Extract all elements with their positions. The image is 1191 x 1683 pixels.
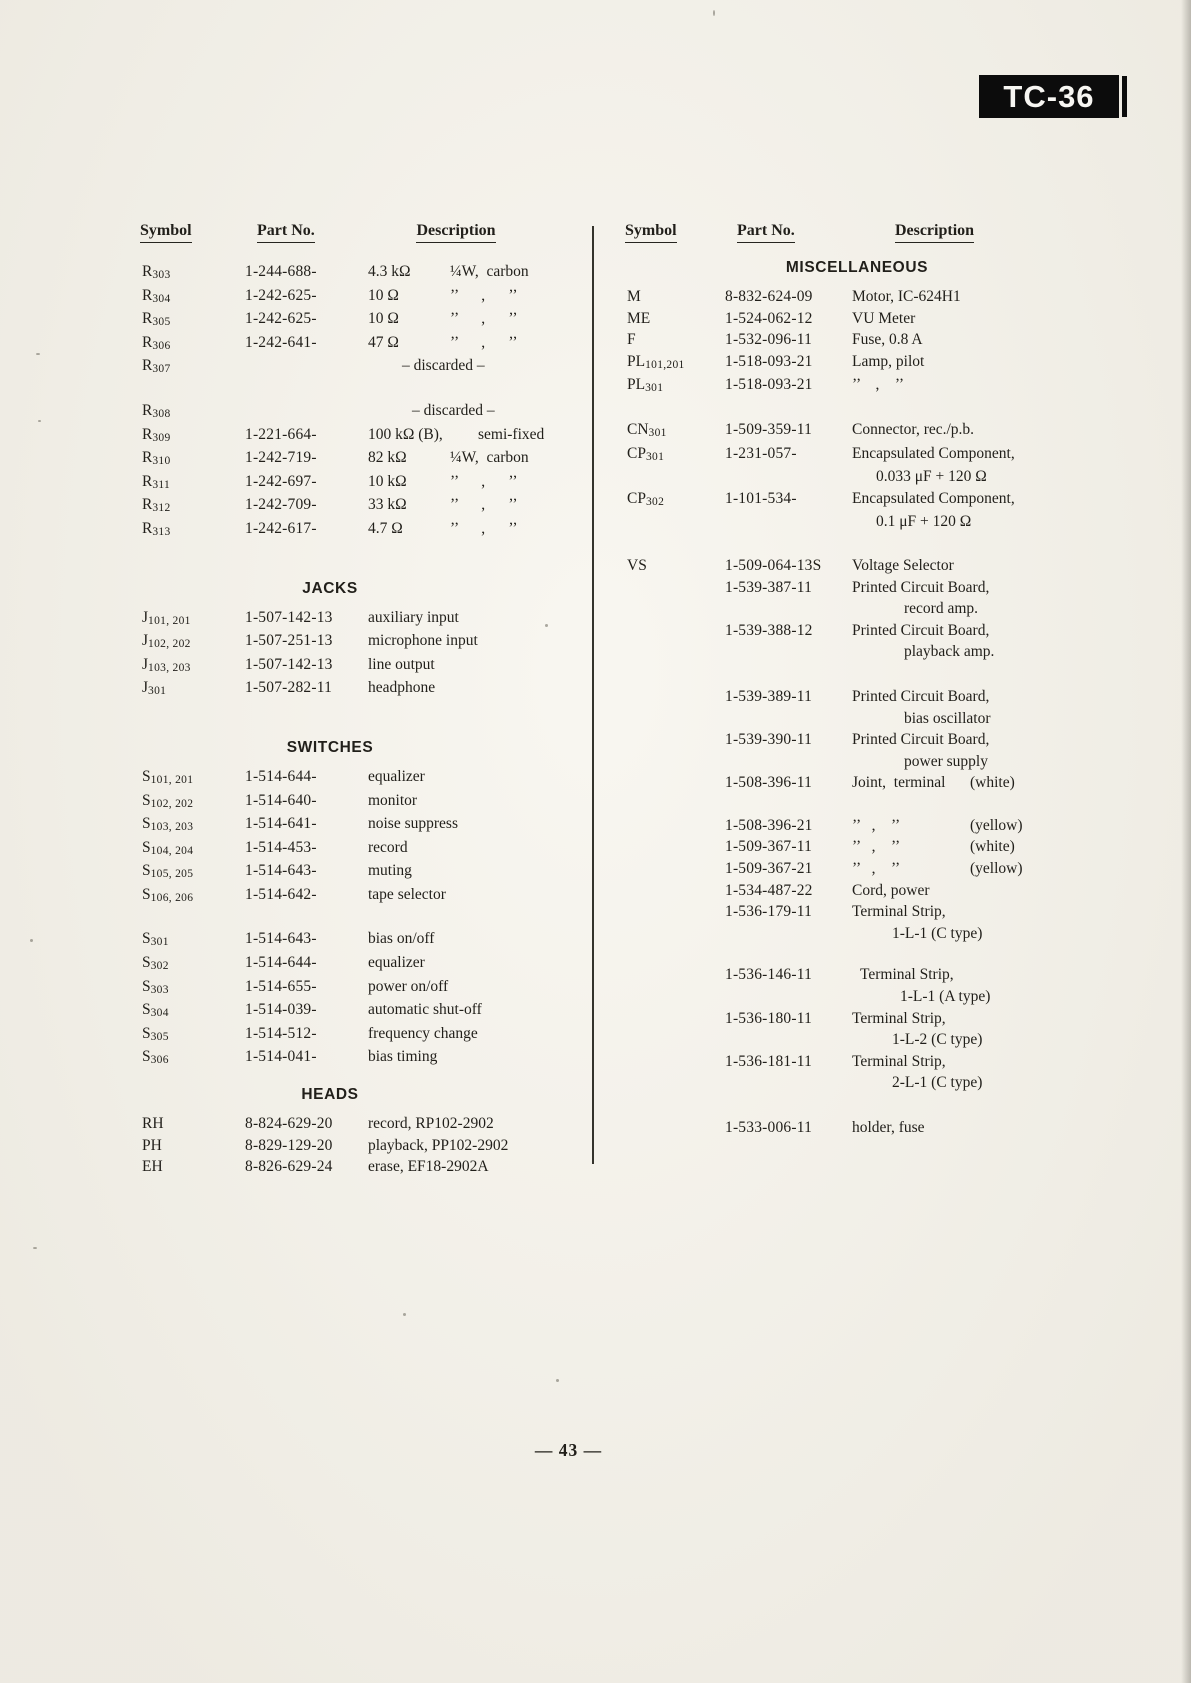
- parts-row: [625, 880, 1075, 902]
- part-number-cell: 1-539-388-12: [725, 621, 813, 639]
- symbol-cell: RH: [142, 1115, 164, 1133]
- symbol-cell: [625, 923, 725, 945]
- part-number-cell: 1-221-664-: [245, 425, 317, 443]
- part-number-cell: 1-514-643-: [245, 930, 317, 948]
- part-number-cell: [725, 708, 852, 730]
- description-note: ’’ , ’’: [450, 472, 518, 490]
- part-number-cell: 1-514-655-: [245, 977, 317, 995]
- parts-row: [625, 488, 1075, 512]
- header-symbol: Symbol: [625, 222, 725, 243]
- part-number-cell: 1-518-093-21: [725, 352, 813, 370]
- parts-row: [140, 285, 602, 309]
- part-number-cell: 1-514-644-: [245, 954, 317, 972]
- description-cell: bias oscillator: [904, 709, 991, 727]
- description-cell: Fuse, 0.8 A: [852, 331, 923, 349]
- description-cell: – discarded –: [412, 401, 495, 419]
- parts-row: [140, 999, 602, 1023]
- description-cell: Printed Circuit Board,: [852, 687, 990, 705]
- parts-row: [140, 400, 602, 424]
- symbol-cell: CP301: [627, 444, 665, 463]
- header-part-no: Part No.: [245, 222, 368, 243]
- description-note: ’’ , ’’: [450, 286, 518, 304]
- parts-column-right: [625, 222, 1075, 1139]
- description-cell: frequency change: [368, 1024, 478, 1042]
- parts-row: [140, 952, 602, 976]
- part-number-cell: 1-533-006-11: [725, 1119, 813, 1136]
- part-number-cell: [725, 1072, 852, 1094]
- symbol-cell: S103, 203: [142, 815, 194, 834]
- part-number-cell: [245, 355, 368, 379]
- description-cell: ’’ , ’’ (yellow): [852, 815, 1075, 837]
- symbol-cell: S302: [142, 954, 169, 973]
- symbol-cell: [625, 686, 725, 708]
- symbol-cell: [625, 836, 725, 858]
- symbol-cell: [625, 880, 725, 902]
- symbol-cell: ME: [627, 309, 651, 327]
- description-cell: Terminal Strip,: [852, 1009, 946, 1027]
- part-number-cell: [725, 1029, 852, 1051]
- part-number-cell: 1-509-064-13S: [725, 556, 822, 574]
- description-cell: Terminal Strip,: [852, 903, 946, 921]
- parts-row: [140, 677, 602, 701]
- parts-row: [140, 1023, 602, 1047]
- description-cell: monitor: [368, 791, 418, 809]
- description-cell: 10 Ω ’’ , ’’: [368, 308, 602, 332]
- symbol-cell: S101, 201: [142, 767, 194, 786]
- scan-speck: [545, 624, 548, 627]
- symbol-cell: [625, 815, 725, 837]
- symbol-cell: S304: [142, 1001, 169, 1020]
- description-cell: record amp.: [904, 600, 979, 618]
- parts-column-left: [140, 222, 602, 1178]
- part-number-cell: 1-536-146-11: [725, 966, 813, 984]
- description-cell: Encapsulated Component,: [852, 444, 1015, 462]
- parts-row: [625, 836, 1075, 858]
- parts-rows-left: [140, 261, 602, 1178]
- header-part-no: Part No.: [725, 222, 852, 243]
- description-cell: ’’ , ’’: [852, 376, 905, 394]
- part-number-cell: [725, 598, 852, 620]
- part-number-cell: 1-507-142-13: [245, 608, 333, 626]
- part-number-cell: 1-508-396-21: [725, 816, 813, 834]
- description-cell: Motor, IC-624H1: [852, 288, 961, 305]
- part-number-cell: 1-514-453-: [245, 838, 317, 856]
- description-cell: record: [368, 838, 408, 856]
- symbol-cell: J101, 201: [142, 608, 191, 627]
- description-cell: 2-L-1 (C type): [892, 1074, 983, 1092]
- parts-row: [625, 901, 1075, 923]
- parts-row: [140, 928, 602, 952]
- description-cell: 4.3 kΩ ¼W, carbon: [368, 261, 602, 285]
- parts-row: [625, 620, 1075, 642]
- part-number-cell: 1-534-487-22: [725, 881, 813, 899]
- part-number-cell: 1-508-396-11: [725, 774, 813, 792]
- parts-row: [625, 555, 1075, 577]
- parts-row: [625, 751, 1075, 773]
- table-header-left: [140, 222, 602, 243]
- parts-row: [140, 1046, 602, 1070]
- part-number-cell: 1-514-512-: [245, 1024, 317, 1042]
- symbol-cell: R304: [142, 286, 171, 305]
- scan-edge-shadow: [1181, 0, 1191, 1683]
- parts-row: [140, 860, 602, 884]
- part-number-cell: 1-507-251-13: [245, 632, 333, 650]
- part-number-cell: [725, 986, 852, 1008]
- description-cell: Lamp, pilot: [852, 352, 925, 370]
- parts-row: [625, 686, 1075, 708]
- part-number-cell: 1-514-641-: [245, 815, 317, 833]
- description-cell: 4.7 Ω ’’ , ’’: [368, 518, 602, 542]
- part-number-cell: 1-536-179-11: [725, 903, 813, 921]
- model-badge-label: TC-36: [1003, 78, 1095, 114]
- description-note: (yellow): [970, 816, 1023, 834]
- part-number-cell: 1-536-181-11: [725, 1052, 813, 1070]
- part-number-cell: 1-524-062-12: [725, 309, 813, 327]
- parts-row: [625, 923, 1075, 945]
- symbol-cell: [625, 986, 725, 1008]
- symbol-cell: [625, 772, 725, 794]
- parts-row: [625, 708, 1075, 730]
- part-number-cell: 1-514-640-: [245, 791, 317, 809]
- parts-row: [140, 494, 602, 518]
- part-number-cell: 1-539-389-11: [725, 687, 813, 705]
- symbol-cell: J102, 202: [142, 632, 191, 651]
- parts-row: [140, 976, 602, 1000]
- parts-row: [625, 1029, 1075, 1051]
- description-cell: Terminal Strip,: [852, 1052, 946, 1070]
- description-note: ’’ , ’’: [450, 496, 518, 514]
- header-symbol: Symbol: [140, 222, 245, 243]
- description-cell: Cord, power: [852, 881, 930, 899]
- parts-row: [625, 1051, 1075, 1073]
- parts-row: [140, 1113, 602, 1135]
- description-cell: 82 kΩ ¼W, carbon: [368, 447, 602, 471]
- parts-row: [625, 374, 1075, 398]
- scan-speck: [33, 1247, 37, 1249]
- part-number-cell: 1-514-041-: [245, 1048, 317, 1066]
- parts-row: [140, 355, 602, 379]
- part-number-cell: 1-242-719-: [245, 449, 317, 467]
- header-description: Description: [368, 222, 602, 243]
- symbol-cell: R303: [142, 263, 171, 281]
- symbol-cell: S301: [142, 930, 169, 949]
- description-cell: 0.1 μF + 120 Ω: [876, 513, 972, 531]
- description-cell: VU Meter: [852, 309, 916, 327]
- symbol-cell: R308: [142, 401, 171, 420]
- symbol-cell: S305: [142, 1024, 169, 1043]
- parts-row: [625, 986, 1075, 1008]
- description-cell: – discarded –: [402, 357, 485, 375]
- part-number-cell: 1-509-367-11: [725, 838, 813, 856]
- symbol-cell: CN301: [627, 420, 667, 439]
- scan-speck: [30, 939, 33, 942]
- symbol-cell: CP302: [627, 489, 665, 508]
- description-cell: 10 kΩ ’’ , ’’: [368, 471, 602, 495]
- symbol-cell: [625, 598, 725, 620]
- part-number-cell: 1-514-039-: [245, 1001, 317, 1019]
- part-number-cell: [725, 641, 852, 663]
- part-number-cell: [725, 466, 852, 488]
- description-note: ’’ , ’’: [450, 310, 518, 328]
- symbol-cell: [625, 751, 725, 773]
- parts-row: [140, 654, 602, 678]
- symbol-cell: F: [627, 331, 636, 349]
- part-number-cell: 8-832-624-09: [725, 288, 813, 305]
- symbol-cell: J301: [142, 679, 167, 698]
- parts-row: [140, 332, 602, 356]
- part-number-cell: [725, 511, 852, 533]
- parts-row: [140, 837, 602, 861]
- parts-row: [625, 329, 1075, 351]
- scan-speck: [713, 10, 715, 16]
- part-number-cell: 1-101-534-: [725, 489, 797, 507]
- part-number-cell: 1-507-282-11: [245, 679, 333, 697]
- symbol-cell: R311: [142, 472, 171, 491]
- symbol-cell: [625, 577, 725, 599]
- section-title: MISCELLANEOUS: [785, 259, 929, 276]
- part-number-cell: 1-536-180-11: [725, 1009, 813, 1027]
- parts-row: [625, 466, 1075, 488]
- description-cell: Connector, rec./p.b.: [852, 420, 975, 438]
- description-note: (white): [970, 774, 1015, 792]
- part-number-cell: 1-514-644-: [245, 767, 317, 785]
- symbol-cell: J103, 203: [142, 655, 191, 674]
- description-cell: Printed Circuit Board,: [852, 731, 990, 749]
- parts-row: [625, 729, 1075, 751]
- symbol-cell: S102, 202: [142, 791, 194, 810]
- parts-row: [625, 598, 1075, 620]
- header-description: Description: [852, 222, 1075, 243]
- description-note: (yellow): [970, 860, 1023, 878]
- description-cell: ’’ , ’’ (white): [852, 836, 1075, 858]
- description-cell: headphone: [368, 679, 436, 697]
- parts-row: [140, 518, 602, 542]
- description-cell: Encapsulated Component,: [852, 489, 1015, 507]
- page-number: — 43 —: [534, 1440, 603, 1460]
- scan-speck: [36, 353, 40, 355]
- description-cell: ’’ , ’’ (yellow): [852, 858, 1075, 880]
- description-cell: power supply: [904, 752, 988, 770]
- description-cell: holder, fuse: [852, 1119, 925, 1136]
- table-header-right: [625, 222, 1075, 243]
- symbol-cell: [625, 964, 725, 986]
- symbol-cell: [625, 708, 725, 730]
- section-title: JACKS: [302, 579, 358, 597]
- description-cell: record, RP102-2902: [368, 1115, 494, 1133]
- description-cell: equalizer: [368, 767, 425, 785]
- parts-row: [625, 443, 1075, 467]
- description-note: (white): [970, 838, 1015, 856]
- description-cell: 47 Ω ’’ , ’’: [368, 332, 602, 356]
- part-number-cell: 1-242-697-: [245, 472, 317, 490]
- description-cell: 1-L-2 (C type): [892, 1031, 983, 1049]
- description-cell: microphone input: [368, 632, 478, 650]
- symbol-cell: [625, 1008, 725, 1030]
- part-number-cell: [725, 751, 852, 773]
- parts-row: [140, 630, 602, 654]
- symbol-cell: PL301: [627, 376, 664, 395]
- part-number-cell: 8-826-629-24: [245, 1158, 333, 1176]
- part-number-cell: 1-514-642-: [245, 885, 317, 903]
- parts-row: [625, 772, 1075, 794]
- part-number-cell: 1-242-641-: [245, 333, 317, 351]
- part-number-cell: 1-509-367-21: [725, 860, 813, 878]
- description-cell: 1-L-1 (C type): [892, 924, 983, 942]
- part-number-cell: 1-242-625-: [245, 310, 317, 328]
- parts-row: [140, 471, 602, 495]
- description-note: ¼W, carbon: [450, 449, 529, 467]
- parts-row: [140, 884, 602, 908]
- symbol-cell: [625, 729, 725, 751]
- parts-row: [140, 1156, 602, 1178]
- description-cell: 1-L-1 (A type): [900, 988, 991, 1006]
- parts-row: [625, 1117, 1075, 1139]
- description-cell: 33 kΩ ’’ , ’’: [368, 494, 602, 518]
- symbol-cell: PH: [142, 1136, 162, 1154]
- parts-row: [625, 419, 1075, 443]
- symbol-cell: [625, 511, 725, 533]
- description-cell: playback amp.: [904, 643, 995, 661]
- symbol-cell: R309: [142, 425, 171, 444]
- symbol-cell: R313: [142, 519, 171, 538]
- parts-row: [140, 1135, 602, 1157]
- description-cell: 100 kΩ (B), semi-fixed: [368, 424, 602, 448]
- description-cell: noise suppress: [368, 815, 458, 833]
- description-cell: auxiliary input: [368, 608, 459, 626]
- parts-row: [140, 424, 602, 448]
- symbol-cell: EH: [142, 1158, 163, 1176]
- symbol-cell: [625, 1117, 725, 1139]
- description-cell: 0.033 μF + 120 Ω: [876, 468, 987, 486]
- symbol-cell: [625, 1029, 725, 1051]
- description-cell: Joint, terminal (white): [852, 772, 1075, 794]
- part-number-cell: 1-242-617-: [245, 519, 317, 537]
- description-note: ’’ , ’’: [450, 333, 518, 351]
- part-number-cell: 1-242-625-: [245, 286, 317, 304]
- symbol-cell: R305: [142, 310, 171, 329]
- parts-rows-right: [625, 259, 1075, 1139]
- part-number-cell: [725, 923, 852, 945]
- symbol-cell: M: [627, 288, 641, 305]
- description-cell: bias on/off: [368, 930, 435, 948]
- symbol-cell: VS: [627, 556, 647, 574]
- parts-row: [625, 308, 1075, 330]
- section-title: SWITCHES: [286, 738, 374, 756]
- scan-speck: [556, 1379, 559, 1382]
- part-number-cell: 8-829-129-20: [245, 1136, 333, 1154]
- description-cell: line output: [368, 655, 435, 673]
- symbol-cell: [625, 466, 725, 488]
- part-number-cell: 1-539-387-11: [725, 578, 813, 596]
- symbol-cell: R307: [142, 357, 171, 376]
- symbol-cell: S106, 206: [142, 885, 194, 904]
- description-cell: power on/off: [368, 977, 449, 995]
- description-cell: equalizer: [368, 954, 425, 972]
- parts-row: [140, 790, 602, 814]
- parts-row: [140, 766, 602, 790]
- part-number-cell: 1-507-142-13: [245, 655, 333, 673]
- symbol-cell: [625, 901, 725, 923]
- description-cell: automatic shut-off: [368, 1001, 482, 1019]
- description-cell: tape selector: [368, 885, 446, 903]
- parts-row: [625, 1008, 1075, 1030]
- parts-row: [140, 308, 602, 332]
- symbol-cell: S306: [142, 1048, 169, 1067]
- parts-row: [140, 813, 602, 837]
- parts-row: [625, 641, 1075, 663]
- description-note: ¼W, carbon: [450, 263, 529, 280]
- parts-row: [625, 1072, 1075, 1094]
- part-number-cell: 1-244-688-: [245, 263, 317, 280]
- description-cell: bias timing: [368, 1048, 438, 1066]
- description-cell: 10 Ω ’’ , ’’: [368, 285, 602, 309]
- model-badge: [979, 75, 1119, 118]
- parts-row: [140, 261, 602, 285]
- scan-speck: [403, 1313, 406, 1316]
- symbol-cell: [625, 1051, 725, 1073]
- symbol-cell: [625, 620, 725, 642]
- parts-row: [140, 447, 602, 471]
- symbol-cell: [625, 641, 725, 663]
- symbol-cell: S105, 205: [142, 862, 194, 881]
- description-cell: Printed Circuit Board,: [852, 578, 990, 596]
- description-cell: Printed Circuit Board,: [852, 621, 990, 639]
- part-number-cell: 1-514-643-: [245, 862, 317, 880]
- part-number-cell: 1-509-359-11: [725, 420, 813, 438]
- part-number-cell: 1-242-709-: [245, 496, 317, 514]
- parts-row: [625, 964, 1075, 986]
- symbol-cell: PL101,201: [627, 352, 685, 371]
- symbol-cell: S303: [142, 977, 169, 996]
- symbol-cell: R310: [142, 449, 171, 468]
- description-cell: erase, EF18-2902A: [368, 1158, 489, 1176]
- description-cell: Voltage Selector: [852, 556, 954, 574]
- symbol-cell: [625, 858, 725, 880]
- parts-row: [625, 511, 1075, 533]
- description-note: ’’ , ’’: [450, 519, 518, 537]
- part-number-cell: 1-539-390-11: [725, 731, 813, 749]
- symbol-cell: S104, 204: [142, 838, 194, 857]
- parts-row: [625, 351, 1075, 375]
- part-number-cell: [245, 400, 368, 424]
- parts-row: [625, 858, 1075, 880]
- description-cell: muting: [368, 862, 412, 880]
- part-number-cell: 1-518-093-21: [725, 376, 813, 394]
- parts-row: [140, 607, 602, 631]
- symbol-cell: R306: [142, 333, 171, 352]
- symbol-cell: R312: [142, 496, 171, 515]
- symbol-cell: [625, 1072, 725, 1094]
- description-cell: playback, PP102-2902: [368, 1136, 509, 1154]
- part-number-cell: 1-231-057-: [725, 444, 797, 462]
- parts-row: [625, 577, 1075, 599]
- description-note: semi-fixed: [478, 425, 545, 443]
- parts-row: [625, 815, 1075, 837]
- part-number-cell: 1-532-096-11: [725, 331, 813, 349]
- scan-speck: [38, 420, 41, 422]
- part-number-cell: 8-824-629-20: [245, 1115, 333, 1133]
- parts-row: [625, 286, 1075, 308]
- description-cell: Terminal Strip,: [860, 966, 954, 984]
- section-title: HEADS: [301, 1086, 359, 1104]
